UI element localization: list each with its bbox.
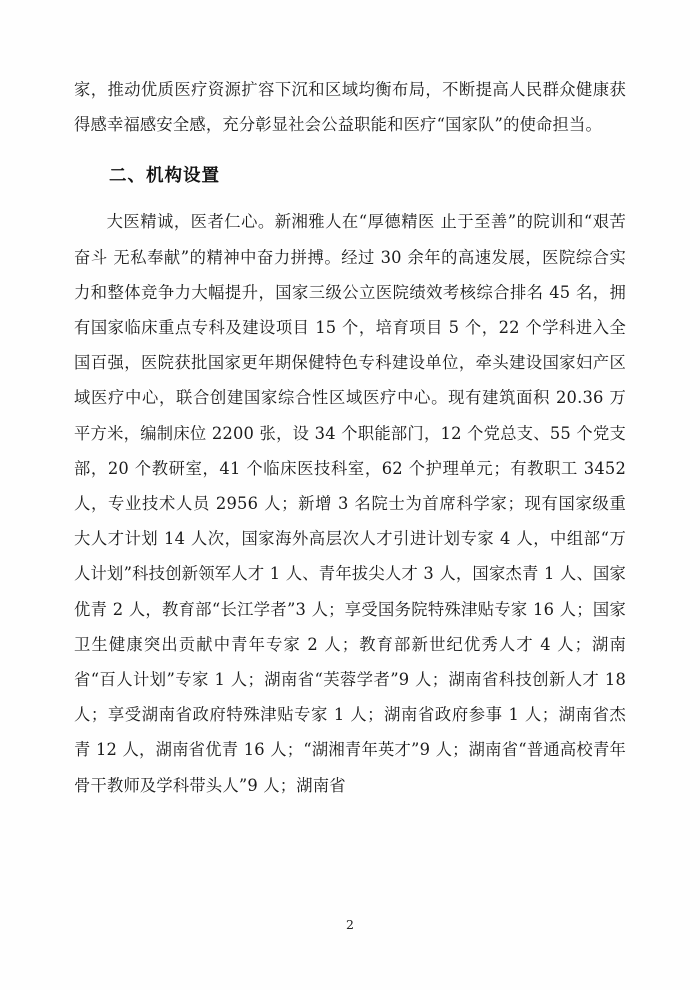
- paragraph-continuation: 家，推动优质医疗资源扩容下沉和区域均衡布局，不断提高人民群众健康获得感幸福感安全感，充分彰显社会公益职能和医疗“国家队”的使命担当。: [74, 80, 626, 135]
- section-heading: 二、机构设置: [109, 166, 220, 187]
- paragraph-organization-overview: 大医精诚，医者仁心。新湘雅人在“厚德精医 止于至善”的院训和“艰苦奋斗 无私奉献”的精神中奋力拼搏。经过 30 余年的高速发展，医院综合实力和整体竞争力大幅提升，国家三级公立医院绩效考核综合排名 45 名，拥有国家临床重点专科及建设项目 15 个，培育项目 5 个，22 个学科进入全国百强，医院获批国家更年期保健特色专科建设单位，牵头建设国家妇产区域医疗中心，联合创建国家综合性区域医疗中心。现有建筑面积 20.36 万平方米，编制床位 2200 张，设 34 个职能部门，12 个党总支、55 个党支部，20 个教研室，41 个临床医技科室，62 个护理单元；有教职工 3452 人，专业技术人员 2956 人；新增 3 名院士为首席科学家；现有国家级重大人才计划 14 人次，国家海外高层次人才引进计划专家 4 人，中组部“万人计划”科技创新领军人才 1 人、青年拔尖人才 3 人，国家杰青 1 人、国家优青 2 人，教育部“长江学者”3 人；享受国务院特殊津贴专家 16 人；国家卫生健康突出贡献中青年专家 2 人；教育部新世纪优秀人才 4 人；湖南省“百人计划”专家 1 人；湖南省“芙蓉学者”9 人；湖南省科技创新人才 18 人；享受湖南省政府特殊津贴专家 1 人；湖南省政府参事 1 人；湖南省杰青 12 人，湖南省优青 16 人；“湖湘青年英才”9 人；湖南省“普通高校青年骨干教师及学科带头人”9 人；湖南省: [74, 212, 626, 795]
- page-number: 2: [346, 917, 354, 932]
- document-body: [74, 72, 626, 803]
